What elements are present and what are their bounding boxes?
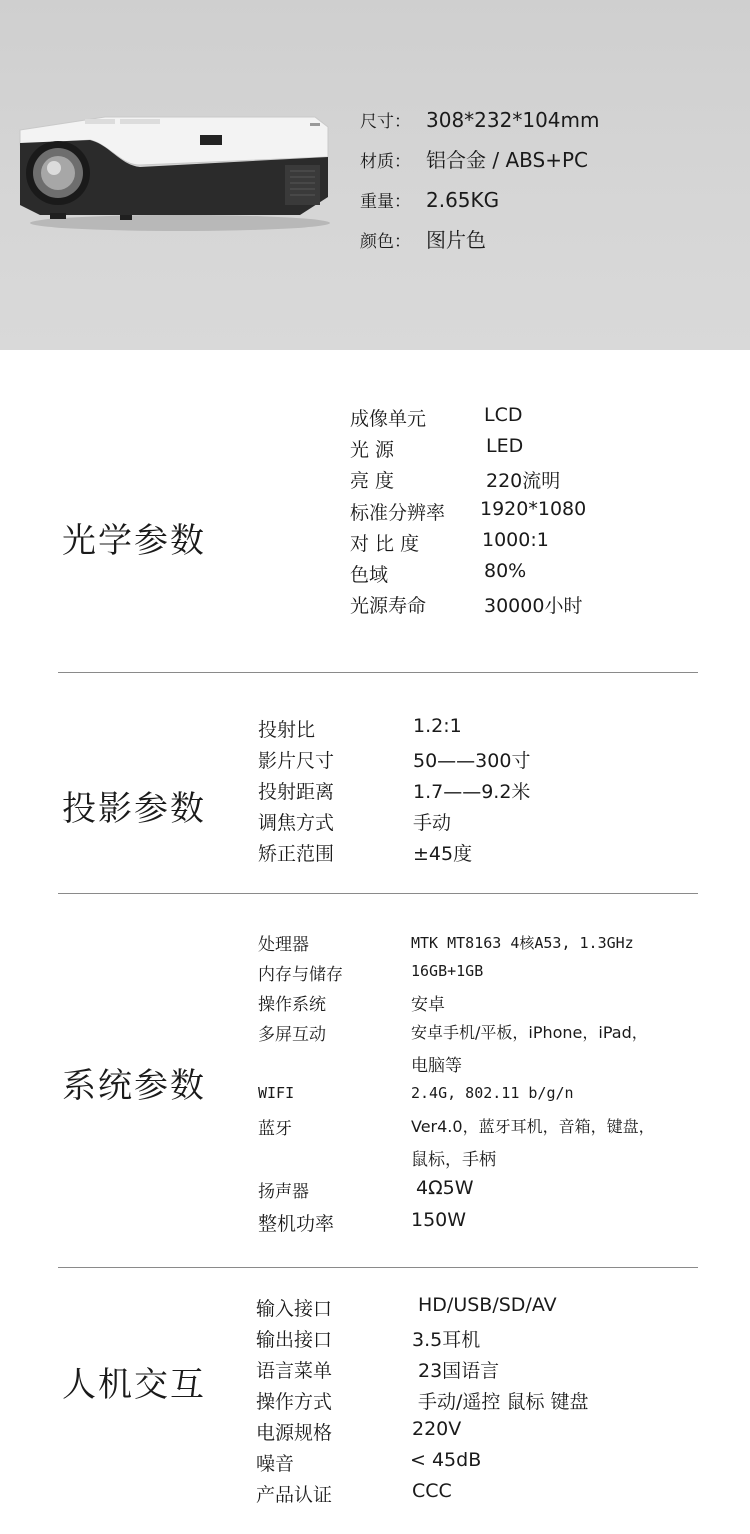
spec-size: 尺寸： 308*232*104mm <box>360 108 600 132</box>
spec-color: 颜色： 图片色 <box>360 228 486 252</box>
projector-image <box>10 105 330 235</box>
section-title: 人机交互 <box>62 1365 206 1405</box>
section-title: 系统参数 <box>62 1066 206 1106</box>
top-specs <box>360 100 600 260</box>
projection-section: 投影参数 投射比 1.2:1 影片尺寸 50——300寸 投射距离 1.7——9.2米 调焦方式 手动 矫正范围 ±45度 <box>62 715 531 865</box>
product-banner <box>0 0 750 350</box>
spec-weight: 重量： 2.65KG <box>360 188 500 212</box>
section-title: 投影参数 <box>62 789 206 829</box>
interaction-section: 人机交互 输入接口 HD/USB/SD/AV 输出接口 3.5耳机 语言菜单 23国语言 操作方式 手动/遥控 鼠标 键盘 电源规格 220V 噪音 < 45dB 产品认证 CCC <box>62 1294 589 1506</box>
spec-material: 材质： 铝合金 / ABS+PC <box>360 148 588 172</box>
optical-section: 光学参数 成像单元 LCD 光 源 LED 亮 度 220流明 标准分辨率 1920*1080 对 比 度 1000:1 色域 80% 光源寿命 30000小时 <box>62 404 587 617</box>
section-title: 光学参数 <box>62 521 206 561</box>
system-section: 系统参数 处理器 MTK MT8163 4核A53, 1.3GHz 内存与储存 16GB+1GB 操作系统 安卓 多屏互动 安卓手机/平板，iPhone，iPad， 电脑等 WIFI 2.4G, 802.11 b/g/n 蓝牙 Ver4.0，蓝牙耳机，音箱，键盘， 鼠标，手柄 扬声器 4Ω5W 整机功率 150W <box>62 934 655 1235</box>
